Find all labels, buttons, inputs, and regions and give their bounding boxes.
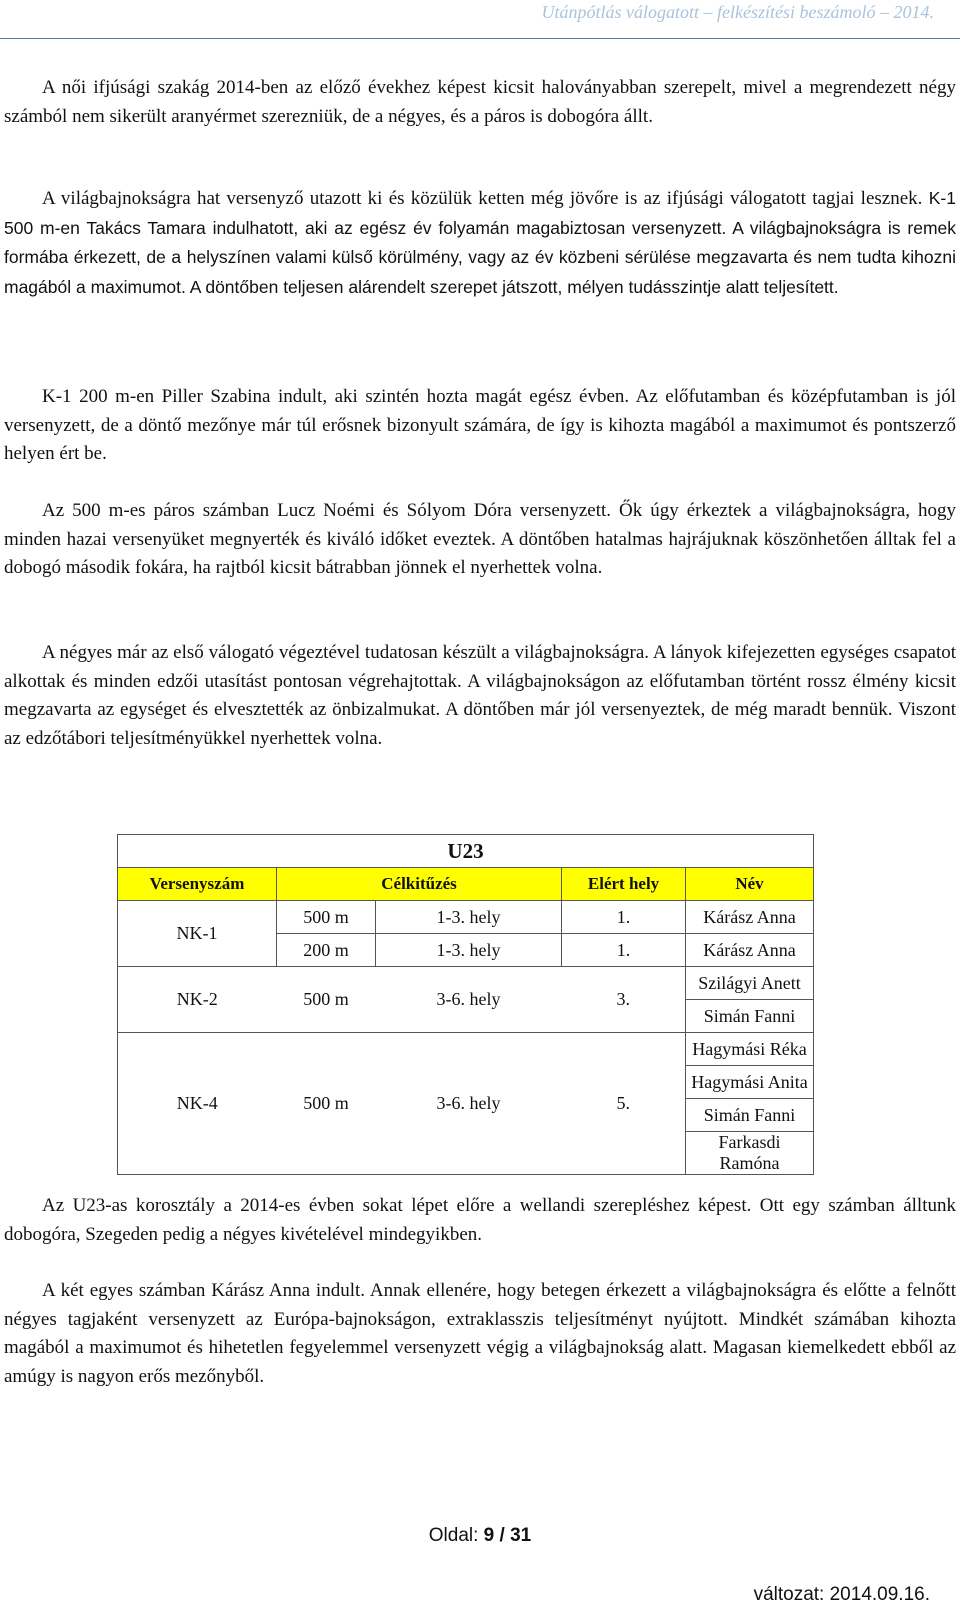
page-separator: / [494,1525,511,1546]
paragraph-7: A két egyes számban Kárász Anna indult. Annak ellenére, hogy betegen érkezett a világbajnokságra és előtte a felnőtt négyes tagjaként versenyzett az Európa-bajnokságon, extraklasszis teljesítményt nyújtott. Mindkét számában kihozta magából a maximumot és hihetetlen fegyelemmel versenyzett végig a világbajnokság alatt. Magasan kiemelkedett ebből az amúgy is nagyon erős mezőnyből. [4,1280,956,1387]
cell-distance: 500 m [277,967,376,1033]
cell-distance: 500 m [277,1033,376,1175]
table-row [118,1033,814,1066]
cell-distance: 200 m [277,934,376,967]
paragraph-2 [4,184,956,302]
page-number [0,1525,960,1547]
cell-place: 3. [562,967,686,1033]
cell-distance: 500 m [277,901,376,934]
paragraph-5: A négyes már az első válogató végeztével tudatosan készült a világbajnokságra. A lányok kifejezetten egységes csapatot alkottak és minden edzői utasítást pontosan végrehajtottak. A világbajnokságon az előfutamban történt rossz élmény kicsit megzavarta az egységet és elvesztették az önbizalmukat. A döntőben már jól versenyeztek, de még maradt bennük. Viszont az edzőtábori teljesítményükkel nyerhettek volna. [4,642,956,749]
cell-name: Szilágyi Anett [686,967,814,1000]
page-label: Oldal: [428,1525,484,1546]
header-event: Versenyszám [118,868,277,901]
table-header-row [118,868,814,901]
page-current: 9 [483,1525,495,1546]
table-row [118,967,814,1000]
header-goal: Célkitűzés [277,868,562,901]
cell-place: 5. [562,1033,686,1175]
paragraph-4-block [4,497,956,583]
paragraph-5-block [4,639,956,753]
paragraph-1: A női ifjúsági szakág 2014-ben az előző évekhez képest kicsit haloványabban szerepelt, mivel a megrendezett négy számból nem sikerült aranyérmet szerezniük, de a négyes, és a páros is dobogóra állt. [4,77,956,127]
cell-name: Farkasdi Ramóna [686,1132,814,1175]
table-title-row [118,835,814,868]
cell-name: Hagymási Réka [686,1033,814,1066]
paragraph-3-block [4,383,956,469]
paragraph-3: K-1 200 m-en Piller Szabina indult, aki szintén hozta magát egész évben. Az előfutamban és középfutamban is jól versenyzett, de a döntő mezőnye már túl erősnek bizonyult számára, de így is kihozta magából a maximumot és pontszerző helyen ért be. [4,386,956,465]
paragraph-1-block [4,74,956,131]
paragraph-4: Az 500 m-es páros számban Lucz Noémi és Sólyom Dóra versenyzett. Ők úgy érkeztek a világbajnokságra, hogy minden hazai versenyüket megnyerték és kiváló időket eveztek. A döntőben hatalmas hajrájuknak köszönhetően álltak fel a dobogó második fokára, ha rajtból kicsit bátrabban jönnek el nyerhettek volna. [4,500,956,579]
version-stamp: változat: 2014.09.16. [753,1584,930,1605]
header-divider [0,38,960,39]
paragraph-6: Az U23-as korosztály a 2014-es évben sokat lépet előre a wellandi szerepléshez képest. Ott egy számban álltunk dobogóra, Szegeden pedig a négyes kivételével mindegyikben. [4,1195,956,1245]
paragraph-2-serif: A világbajnokságra hat versenyző utazott ki és közülük ketten még jövőre is az ifjúsági válogatott tagjai lesznek. [42,188,923,209]
paragraph-6-block [4,1192,956,1249]
cell-place: 1. [562,934,686,967]
u23-results-table [117,834,814,1175]
paragraph-2-block [4,184,956,302]
cell-name: Kárász Anna [686,901,814,934]
cell-place: 1. [562,901,686,934]
header-place: Elért hely [562,868,686,901]
cell-goal: 3-6. hely [376,1033,562,1175]
running-header: Utánpótlás válogatott – felkészítési beszámoló – 2014. [541,2,934,22]
cell-event: NK-4 [118,1033,277,1175]
cell-name: Simán Fanni [686,1000,814,1033]
cell-name: Hagymási Anita [686,1066,814,1099]
paragraph-2-sans: K-1 500 m-en Takács Tamara indulhatott, aki az egész év folyamán magabiztosan versenyzett. A világbajnokságra is remek formába érkezett, de a helyszínen valami külső körülmény, vagy az év közbeni sérülése megzavarta és nem tudta kihozni magából a maximumot. A döntőben teljesen alárendelt szerepet játszott, mélyen tudásszintje alatt teljesített. [4,188,956,297]
cell-goal: 1-3. hely [376,901,562,934]
cell-event: NK-2 [118,967,277,1033]
cell-name: Simán Fanni [686,1099,814,1132]
table-row [118,901,814,934]
cell-goal: 1-3. hely [376,934,562,967]
page-total: 31 [510,1525,532,1546]
cell-event: NK-1 [118,901,277,967]
table-title: U23 [118,835,814,868]
cell-name: Kárász Anna [686,934,814,967]
cell-goal: 3-6. hely [376,967,562,1033]
paragraph-7-block [4,1277,956,1391]
header-name: Név [686,868,814,901]
